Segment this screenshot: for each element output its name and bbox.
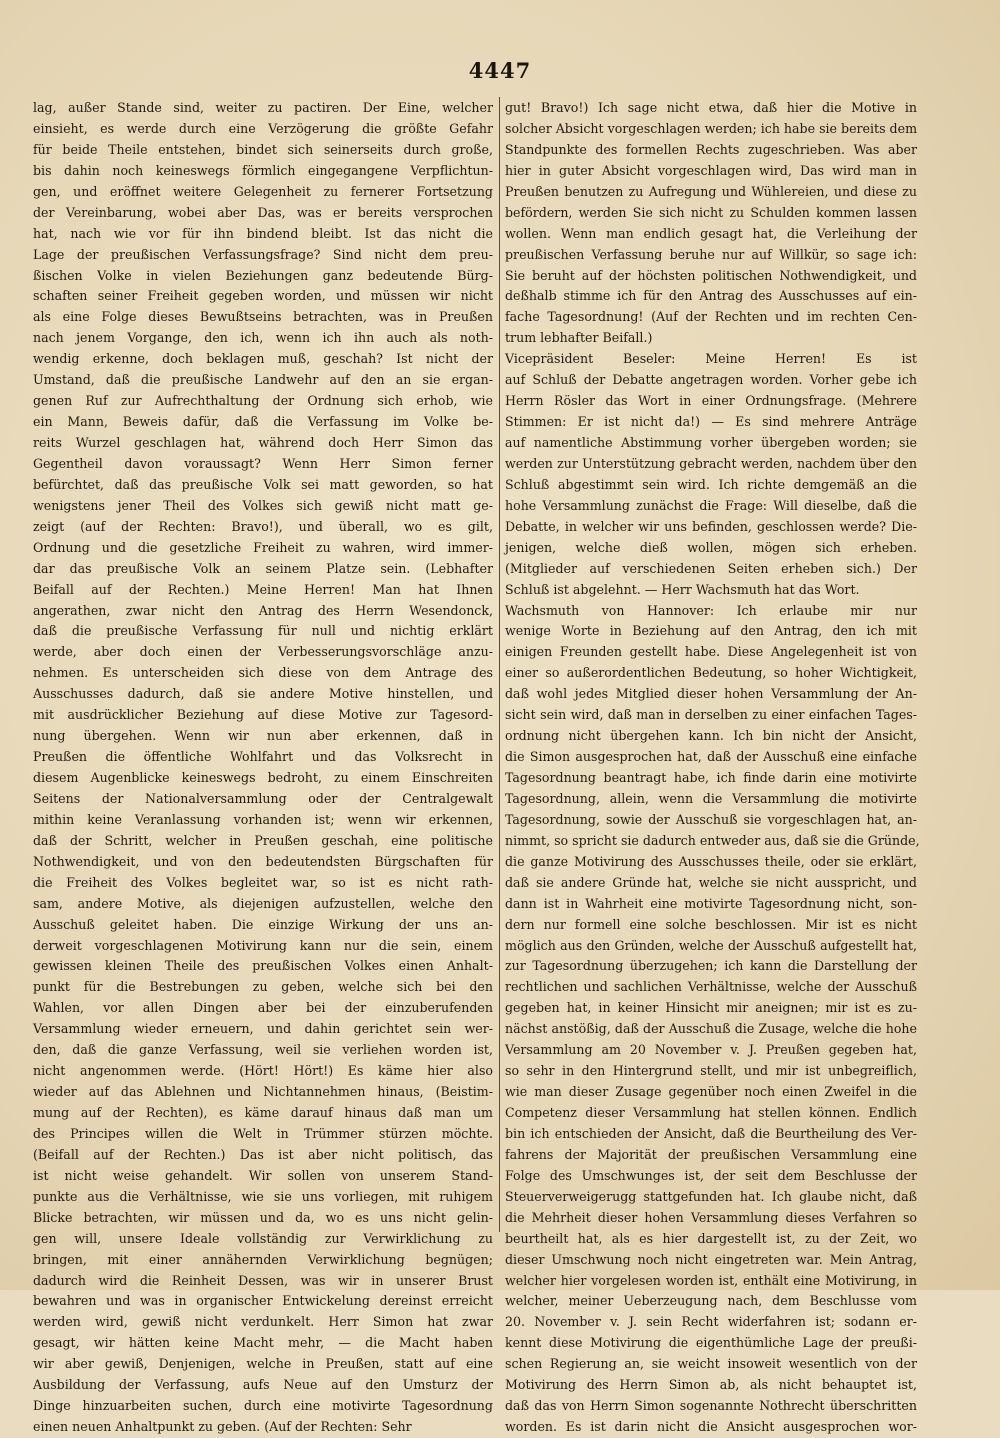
text-line: nimmt, so spricht sie dadurch entweder aus, daß sie die Gründe,: [505, 832, 920, 848]
text-line: jenigen, welche dieß wollen, mögen sich erheben.: [505, 539, 917, 555]
text-line: Lage der preußischen Verfassungsfrage? Sind nicht dem preu-: [33, 246, 493, 262]
text-line: reits Wurzel geschlagen hat, während doch Herr Simon das: [33, 435, 493, 450]
text-line: möglich aus den Gründen, welche der Ausschuß aufgestellt hat,: [505, 937, 917, 953]
text-line: Vicepräsident Beseler: Meine Herren! Es ist: [505, 351, 917, 367]
text-line: Gegentheil davon voraussagt? Wenn Herr Simon ferner: [33, 455, 493, 471]
text-line: punkte aus die Verhältnisse, wie sie uns vorliegen, mit ruhigem: [33, 1188, 493, 1204]
text-line: Versammlung wieder erneuern, und dahin gerichtet sein wer-: [33, 1021, 493, 1037]
text-line: zeigt (auf der Rechten: Bravo!), und überall, wo es gilt,: [33, 518, 493, 534]
text-line: werde, aber doch einen der Verbesserungsvorschläge anzu-: [33, 644, 493, 660]
text-line: Ausschuß geleitet haben. Die einzige Wirkung der uns an-: [33, 916, 493, 932]
text-line: einsieht, es werde durch eine Verzögerung die größte Gefahr: [33, 120, 493, 136]
text-line: nehmen. Es unterscheiden sich diese von dem Antrage des: [33, 665, 493, 681]
text-line: die Simon ausgesprochen hat, daß der Ausschuß eine einfache: [505, 749, 917, 765]
text-line: befördern, werden Sie sich nicht zu Schulden kommen lassen: [505, 204, 917, 220]
text-line: Ordnung und die gesetzliche Freiheit zu wahren, wird immer-: [33, 539, 493, 555]
text-line: Preußen die öffentliche Wohlfahrt und das Volksrecht in: [33, 749, 493, 765]
text-line: Versammlung am 20 November v. J. Preußen gegeben hat,: [505, 1042, 917, 1058]
text-line: gesagt, wir hätten keine Macht mehr, — die Macht haben: [33, 1335, 493, 1351]
text-line: werden wird, gewiß nicht verdunkelt. Herr Simon hat zwar: [33, 1314, 493, 1330]
text-line: hat, nach wie vor für ihn bindend bleibt. Ist das nicht die: [33, 225, 493, 241]
text-line: 20. November v. J. sein Recht widerfahren ist; sodann er-: [505, 1314, 917, 1330]
text-line: mung auf der Rechten), es käme darauf hinaus daß man um: [33, 1105, 493, 1120]
text-line: wir aber gewiß, Denjenigen, welche in Preußen, statt auf eine: [33, 1356, 493, 1372]
text-line: sam, andere Motive, als diejenigen aufzustellen, welche den: [33, 895, 493, 911]
text-line: deßhalb stimme ich für den Antrag des Ausschusses auf ein-: [505, 288, 917, 304]
text-line: bewahren und was in organischer Entwickelung dereinst erreicht: [33, 1293, 493, 1309]
text-line: daß wohl jedes Mitglied dieser hohen Versammlung der An-: [505, 686, 917, 702]
text-line: bringen, mit einer annähernden Verwirklichung begnügen;: [33, 1251, 493, 1267]
text-line: auf namentliche Abstimmung vorher übergeben worden; sie: [505, 435, 917, 450]
text-line: schen Regierung an, sie weicht insoweit wesentlich von der: [505, 1356, 917, 1372]
text-line: worden. Es ist darin nicht die Ansicht ausgesprochen wor-: [505, 1419, 917, 1435]
text-line: einigen Freunden gestellt habe. Diese Angelegenheit ist von: [505, 644, 917, 660]
text-line: des Principes willen die Welt in Trümmer stürzen möchte.: [33, 1125, 493, 1141]
text-line: den, daß die ganze Verfassung, weil sie verliehen worden ist,: [33, 1042, 493, 1058]
text-line: daß der Schritt, welcher in Preußen geschah, eine politische: [33, 832, 493, 848]
text-line: der Vereinbarung, wobei aber Das, was er bereits versprochen: [33, 204, 493, 220]
text-line: Ausbildung der Verfassung, aufs Neue auf den Umsturz der: [33, 1377, 493, 1393]
text-line: rechtlichen und sachlichen Verhältnisse, welche der Ausschuß: [505, 979, 917, 995]
text-line: angerathen, zwar nicht den Antrag des Herrn Wesendonck,: [33, 602, 493, 618]
text-line: Sie beruht auf der höchsten politischen Nothwendigkeit, und: [505, 267, 917, 283]
text-line: Tagesordnung beantragt habe, ich finde darin eine motivirte: [505, 770, 917, 785]
text-line: für beide Theile entstehen, bindet sich seinerseits durch große,: [33, 141, 493, 157]
text-line: daß sie andere Gründe hat, welche sie nicht ausspricht, und: [505, 874, 917, 890]
text-line: mithin keine Veranlassung vorhanden ist; wenn wir erkennen,: [33, 811, 493, 827]
text-line: Dinge hinzuarbeiten suchen, durch eine motivirte Tagesordnung: [33, 1398, 493, 1414]
page-number: 4447: [468, 58, 532, 83]
text-line: fahrens der Majorität der preußischen Versammlung eine: [505, 1146, 917, 1162]
text-line: dar das preußische Volk an seinem Platze sein. (Lebhafter: [33, 560, 493, 576]
text-line: Seitens der Nationalversammlung oder der Centralgewalt: [33, 790, 493, 806]
text-line: bin ich entschieden der Ansicht, daß die Beurtheilung des Ver-: [505, 1125, 917, 1141]
text-line: Blicke betrachten, wir müssen und da, wo es uns nicht gelin-: [33, 1209, 493, 1225]
text-line: solcher Absicht vorgeschlagen werden; ich habe sie bereits dem: [505, 120, 918, 136]
text-line: derweit vorgeschlagenen Motivirung kann nur die sein, einem: [33, 937, 493, 953]
text-line: nächst anstößig, daß der Ausschuß die Zusage, welche die hohe: [505, 1021, 917, 1037]
text-line: einer so außerordentlichen Bedeutung, so hoher Wichtigkeit,: [505, 665, 917, 681]
text-line: nung übergehen. Wenn wir nun aber erkennen, daß in: [33, 728, 493, 744]
text-line: Nothwendigkeit, und von den bedeutendsten Bürgschaften für: [33, 853, 493, 869]
text-line: fache Tagesordnung! (Auf der Rechten und im rechten Cen-: [505, 309, 917, 325]
text-line: daß die preußische Verfassung für null und nichtig erklärt: [33, 623, 493, 639]
text-line: nicht angenommen werde. (Hört! Hört!) Es käme hier also: [33, 1063, 493, 1079]
text-line: diesem Augenblicke keineswegs bedroht, zu einem Einschreiten: [33, 770, 493, 785]
text-line: die Mehrheit dieser hohen Versammlung dieses Verfahren so: [505, 1209, 917, 1225]
text-line: ßischen Volke in vielen Beziehungen ganz bedeutende Bürg-: [33, 267, 493, 283]
text-line: welcher, meiner Ueberzeugung nach, dem Beschlusse vom: [505, 1293, 917, 1309]
text-line: dadurch wird die Reinheit Dessen, was wir in unserer Brust: [33, 1272, 493, 1288]
text-line: hier in guter Absicht vorgeschlagen wird, Das wird man in: [505, 162, 917, 178]
text-line: genen Ruf zur Aufrechthaltung der Ordnung sich erhob, wie: [33, 393, 493, 409]
text-line: Ausschusses dadurch, daß sie andere Motive hinstellen, und: [33, 686, 493, 702]
text-line: dieser Umschwung noch nicht eingetreten war. Mein Antrag,: [505, 1251, 917, 1267]
text-line: wenigstens jener Theil des Volkes sich gewiß nicht matt ge-: [33, 497, 493, 513]
text-line: hohe Versammlung zunächst die Frage: Will dieselbe, daß die: [505, 497, 917, 513]
text-line: wollen. Wenn man endlich gesagt hat, die Verleihung der: [505, 225, 917, 241]
text-line: wieder auf das Ablehnen und Nichtannehmen hinaus, (Beistim-: [33, 1084, 493, 1100]
text-line: gen, und eröffnet weitere Gelegenheit zu fernerer Fortsetzung: [33, 183, 493, 199]
text-line: Beifall auf der Rechten.) Meine Herren! Man hat Ihnen: [33, 581, 493, 597]
text-line: dern nur formell eine solche beschlossen. Mir ist es nicht: [505, 916, 917, 932]
text-line: kennt diese Motivirung die eigenthümliche Lage der preußi-: [505, 1335, 917, 1351]
text-line: (Mitglieder auf verschiedenen Seiten erheben sich.) Der: [505, 560, 917, 576]
text-line: nach jenem Vorgange, den ich, wenn ich ihn auch als noth-: [33, 330, 493, 346]
left-column: [33, 98, 493, 1438]
text-line: lag, außer Stande sind, weiter zu pactiren. Der Eine, welcher: [33, 100, 493, 115]
text-line: Motivirung des Herrn Simon ab, als nicht behauptet ist,: [505, 1377, 917, 1393]
text-line: wie man dieser Zusage gegenüber noch einen Zweifel in die: [505, 1084, 917, 1100]
text-line: die Freiheit des Volkes begleitet war, so ist es nicht rath-: [33, 874, 493, 890]
text-line: gegeben hat, in keiner Hinsicht mir aneignen; mir ist es zu-: [505, 1000, 917, 1016]
text-line: die ganze Motivirung des Ausschusses theile, oder sie erklärt,: [505, 853, 917, 869]
text-line: Umstand, daß die preußische Landwehr auf den an sie ergan-: [33, 372, 493, 388]
text-line: einen neuen Anhaltpunkt zu geben. (Auf der Rechten: Sehr: [33, 1419, 412, 1435]
text-line: Steuerverweigerugg stattgefunden hat. Ich glaube nicht, daß: [505, 1188, 917, 1204]
text-line: gewissen kleinen Theile des preußischen Volkes einen Anhalt-: [33, 958, 493, 974]
text-line: Tagesordnung, sowie der Ausschuß sie vorgeschlagen hat, an-: [505, 811, 917, 827]
column-divider: [499, 97, 500, 1232]
text-line: sicht sein wird, daß man in derselben zu einer einfachen Tages-: [505, 707, 917, 723]
text-line: auf Schluß der Debatte angetragen worden. Vorher gebe ich: [505, 372, 917, 388]
text-line: trum lebhafter Beifall.): [505, 330, 653, 346]
text-line: (Beifall auf der Rechten.) Das ist aber nicht politisch, das: [33, 1146, 493, 1162]
text-line: zur Tagesordnung überzugehen; ich kann die Darstellung der: [505, 958, 917, 974]
text-line: schaften seiner Freiheit gegeben worden, und müssen wir nicht: [33, 288, 493, 304]
text-line: welcher hier vorgelesen worden ist, enthält eine Motivirung, in: [505, 1272, 917, 1288]
text-line: ist nicht weise gehandelt. Wir sollen von unserem Stand-: [33, 1167, 493, 1183]
text-line: Folge des Umschwunges ist, der seit dem Beschlusse der: [505, 1167, 917, 1183]
text-line: Wahlen, vor allen Dingen aber bei der einzuberufenden: [33, 1000, 493, 1016]
text-line: Schluß abgestimmt sein wird. Ich richte demgemäß an die: [505, 476, 917, 492]
text-line: Stimmen: Er ist nicht da!) — Es sind mehrere Anträge: [505, 414, 917, 430]
text-line: Schluß ist abgelehnt. — Herr Wachsmuth hat das Wort.: [505, 581, 860, 597]
text-line: Competenz dieser Versammlung hat stellen können. Endlich: [505, 1105, 917, 1120]
text-line: wenige Worte in Beziehung auf den Antrag, den ich mit: [505, 623, 917, 639]
text-line: punkt für die Bestrebungen zu geben, welche sich bei den: [33, 979, 493, 995]
text-line: bis dahin noch keineswegs förmlich eingegangene Verpflichtun-: [33, 162, 493, 178]
text-line: gut! Bravo!) Ich sage nicht etwa, daß hier die Motive in: [505, 100, 917, 115]
text-line: mit ausdrücklicher Beziehung auf diese Motive zur Tagesord-: [33, 707, 493, 723]
text-line: Wachsmuth von Hannover: Ich erlaube mir nur: [505, 602, 917, 618]
text-line: Debatte, in welcher wir uns befinden, geschlossen werde? Die-: [505, 518, 917, 534]
text-line: ein Mann, Beweis dafür, daß die Verfassung im Volke be-: [33, 414, 493, 430]
text-line: als eine Folge dieses Bewußtseins betrachten, was in Preußen: [33, 309, 493, 325]
text-line: Preußen benutzen zu Aufregung und Wühlereien, und diese zu: [505, 183, 917, 199]
text-line: befürchtet, daß das preußische Volk sei matt geworden, so hat: [33, 476, 493, 492]
right-column: [505, 98, 920, 1438]
text-line: beurtheilt hat, als es hier dargestellt ist, zu der Zeit, wo: [505, 1230, 917, 1246]
text-line: werden zur Unterstützung gebracht werden, nachdem über den: [505, 455, 917, 471]
text-line: ordnung nicht übergehen kann. Ich bin nicht der Ansicht,: [505, 728, 917, 744]
text-line: so sehr in den Hintergrund stellt, und mir ist unbegreiflich,: [505, 1063, 917, 1079]
text-line: gen will, unsere Ideale vollständig zur Verwirklichung zu: [33, 1230, 493, 1246]
text-line: wendig erkenne, doch beklagen muß, geschah? Ist nicht der: [33, 351, 493, 367]
text-line: preußischen Verfassung beruhe nur auf Willkür, so sage ich:: [505, 246, 917, 262]
text-line: Standpunkte des formellen Rechts zugeschrieben. Was aber: [505, 141, 917, 157]
text-line: Herrn Rösler das Wort in einer Ordnungsfrage. (Mehrere: [505, 393, 917, 409]
text-line: dann ist in Wahrheit eine motivirte Tagesordnung nicht, son-: [505, 895, 917, 911]
text-line: daß das von Herrn Simon sogenannte Nothrecht überschritten: [505, 1398, 917, 1414]
text-line: Tagesordnung, allein, wenn die Versammlung die motivirte: [505, 790, 917, 806]
